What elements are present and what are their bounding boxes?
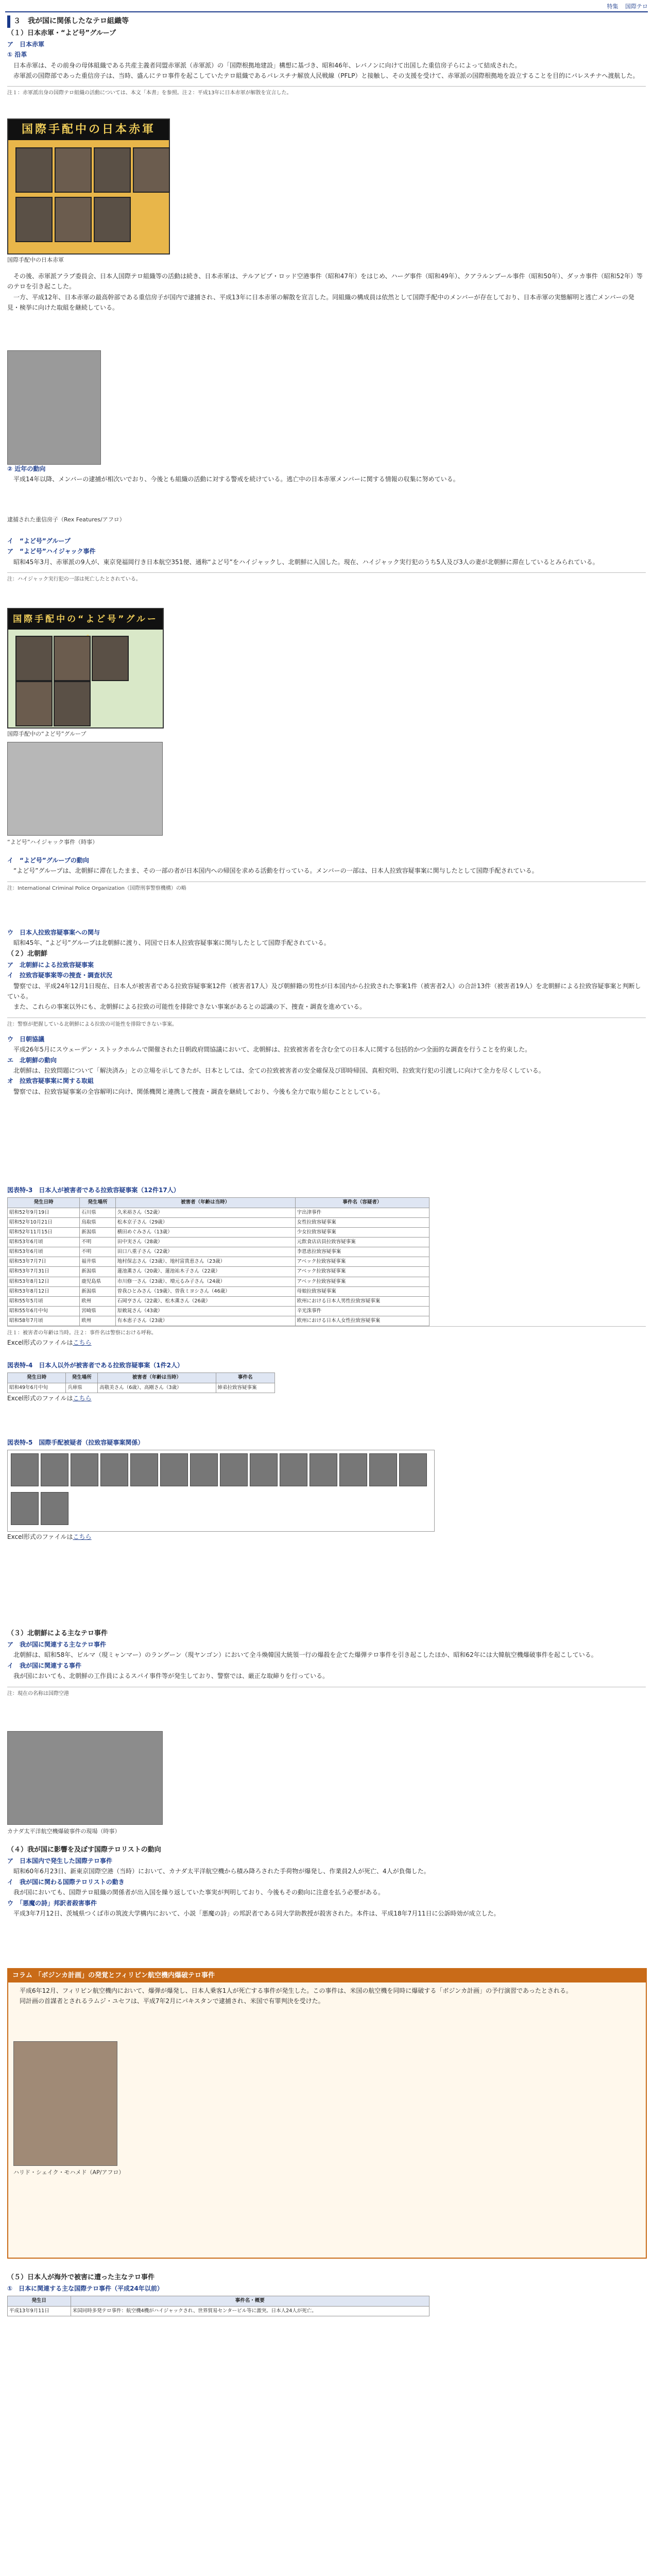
item-heading: エ 北朝鮮の動向 — [7, 1056, 57, 1064]
wanted-poster-red-army — [7, 118, 170, 255]
suspect-photo — [339, 1453, 367, 1486]
excel-download — [7, 1337, 646, 1348]
table-cell: 横田めぐみさん（13歳） — [115, 1227, 295, 1237]
figure-title: 図表特-4 日本人以外が被害者である拉致容疑事案（1件2人） — [7, 1362, 184, 1369]
suspect-photo — [310, 1453, 337, 1486]
table-row — [8, 1306, 429, 1316]
table-cell: 昭和53年7月31日 — [8, 1267, 80, 1277]
excel-label: Excel形式のファイルは — [7, 1339, 73, 1347]
table-cell: 福井県 — [80, 1257, 116, 1267]
table-cell: アベック拉致容疑事案 — [295, 1257, 429, 1267]
bombing-site-photo — [7, 1731, 163, 1825]
table-cell: 鳥取県 — [80, 1217, 116, 1227]
excel-link[interactable]: こちら — [73, 1394, 92, 1402]
section-japanese-victims — [7, 2272, 646, 2316]
table-header: 発生日時 — [8, 1198, 80, 1208]
paragraph: 警察では、拉致容疑事案の全容解明に向け、関係機関と連携して捜査・調査を継続しており、今後も全力で取り組むこととしている。 — [13, 1088, 384, 1095]
paragraph: その後、赤軍派アラブ委員会、日本人国際テロ組織等の活動は続き、日本赤軍は、テルアビブ・ロッド空港事件（昭和47年）をはじめ、ハーグ事件（昭和49年）、クアラルンプール事件（昭和50年）、ダッカ事件（昭和52年）等のテロを引き起こした。 — [7, 273, 643, 291]
table-row — [8, 1286, 429, 1296]
table-row — [8, 1267, 429, 1277]
column-title: コラム 「ボジンカ計画」の発覚とフィリピン航空機内爆破テロ事件 — [8, 1969, 646, 1982]
table-cell: 宮崎県 — [80, 1306, 116, 1316]
poster-title: 国際手配中の日本赤軍 — [8, 120, 169, 140]
figure-caption: ハリド・シェイク・モハメド（AP/アフロ） — [13, 2169, 125, 2176]
section-japanese-red-army — [7, 15, 646, 103]
wanted-photo — [15, 197, 53, 242]
table-cell: 田口八重子さん（22歳） — [115, 1247, 295, 1257]
table-cell: 元飲食店店員拉致容疑事案 — [295, 1237, 429, 1247]
section-abduction — [7, 927, 646, 1097]
table-cell: 新潟県 — [80, 1227, 116, 1237]
table-row — [8, 1217, 429, 1227]
table-header: 事件名 — [216, 1373, 274, 1383]
table-row — [8, 1277, 429, 1286]
subsection-heading: （４）我が国に影響を及ぼす国際テロリストの動向 — [7, 1846, 161, 1854]
paragraph: 警察では、平成24年12月1日現在、日本人が被害者である拉致容疑事案12件（被害者17人）及び朝鮮籍の男性が日本国内から拉致された事案1件（被害者2人）の合計13件（被害者19人）を北朝鮮による拉致容疑事案と判断している。 — [7, 982, 641, 1001]
suspect-photo — [130, 1453, 158, 1486]
table-cell: 欧州における日本人女性拉致容疑事案 — [295, 1316, 429, 1326]
figure-caption: 国際手配中の日本赤軍 — [7, 257, 64, 263]
footnote: 注：ハイジャック実行犯の一部は死亡したとされている。 — [7, 572, 646, 584]
suspect-photo — [13, 2041, 117, 2166]
table-cell: 女性拉致容疑事案 — [295, 1217, 429, 1227]
figure-3 — [7, 1185, 646, 1348]
wanted-photo — [94, 197, 131, 242]
item-heading: ア 日本赤軍 — [7, 40, 45, 48]
table-cell: 石岡亨さん（22歳）、松木薫さん（26歳） — [115, 1296, 295, 1306]
table-cell: 兵庫県 — [66, 1383, 98, 1393]
table-row — [8, 1237, 429, 1247]
footnote: 注１：赤軍派出身の国際テロ組織の活動については、本文「本書」を参照。注２：平成13年に日本赤軍が解散を宣言した。 — [7, 86, 646, 97]
table-cell: 有本恵子さん（23歳） — [115, 1316, 295, 1326]
figure-5 — [7, 1437, 646, 1543]
paragraph: 北朝鮮は、昭和58年、ビルマ（現ミャンマー）のラングーン（現ヤンゴン）において全斗煥韓国大統領一行の爆殺を企てた爆弾テロ事件を引き起こしたほか、昭和62年には大韓航空機爆破事件を起こしている。 — [13, 1651, 597, 1659]
figure-caption: 逮捕された重信房子（Rex Features/アフロ） — [7, 516, 125, 523]
suspect-photo — [11, 1453, 39, 1486]
subsection-heading: （３）北朝鮮による主なテロ事件 — [7, 1630, 108, 1637]
table-cell: 昭和55年6月中旬 — [8, 1306, 80, 1316]
item-subheading: イ 拉致容疑事案等の捜査・調査状況 — [7, 972, 113, 979]
suspect-photo — [71, 1453, 98, 1486]
top-nav — [602, 2, 648, 12]
suspect-photo — [11, 1492, 39, 1525]
table-cell: 欧州 — [80, 1296, 116, 1306]
table-header: 事件名（容疑者） — [295, 1198, 429, 1208]
section-recent-trends — [7, 464, 646, 485]
item-heading: ア 我が国に関連する主なテロ事件 — [7, 1641, 107, 1649]
suspect-photo — [41, 1453, 68, 1486]
table-cell: 曽我ひとみさん（19歳）、曽我ミヨシさん（46歳） — [115, 1286, 295, 1296]
excel-download — [7, 1393, 646, 1403]
table-cell: 松本京子さん（29歳） — [115, 1217, 295, 1227]
incident-table — [7, 2296, 429, 2316]
table-cell: 田中実さん（28歳） — [115, 1237, 295, 1247]
table-cell: 昭和53年8月12日 — [8, 1286, 80, 1296]
abduction-table — [7, 1197, 429, 1326]
wanted-photo — [15, 681, 53, 726]
table-cell: 昭和53年8月12日 — [8, 1277, 80, 1286]
item-heading: イ “よど号”グループの動向 — [7, 857, 89, 864]
table-cell: 市川修一さん（23歳）、増元るみ子さん（24歳） — [115, 1277, 295, 1286]
table-cell: 久米裕さん（52歳） — [115, 1208, 295, 1217]
table-header: 被害者（年齢は当時） — [115, 1198, 295, 1208]
wanted-photo — [94, 147, 131, 193]
table-cell: 辛光洙事件 — [295, 1306, 429, 1316]
figure-caption: “よど号”ハイジャック事件（時事） — [7, 839, 98, 845]
table-cell: 姉弟拉致容疑事案 — [216, 1383, 274, 1393]
abduction-table-foreign — [7, 1372, 275, 1393]
paragraph: 平成3年7月12日、茨城県つくば市の筑波大学構内において、小説「悪魔の詩」の邦訳者である同大学助教授が殺害された。本件は、平成18年7月11日に公訴時効が成立した。 — [13, 1910, 500, 1918]
section-yodogo-trends — [7, 855, 646, 898]
table-header: 発生日 — [8, 2296, 71, 2306]
paragraph: 同計画の首謀者とされるラムジ・ユセフは、平成7年2月にパキスタンで逮捕され、米国で有罪判決を受けた。 — [20, 1997, 324, 2005]
item-heading: オ 拉致容疑事案に関する取組 — [7, 1077, 94, 1085]
table-cell: 平成13年9月11日 — [8, 2306, 71, 2316]
figure-title: 図表特-5 国際手配被疑者（拉致容疑事案関係） — [7, 1439, 144, 1446]
table-cell: 母娘拉致容疑事案 — [295, 1286, 429, 1296]
table-row — [8, 2306, 429, 2316]
column-bojinka — [7, 1968, 647, 2259]
table-cell: 昭和58年7月頃 — [8, 1316, 80, 1326]
excel-link[interactable]: こちら — [73, 1533, 92, 1541]
table-row — [8, 1296, 429, 1306]
item-subheading: ア “よど号”ハイジャック事件 — [7, 548, 96, 555]
item-heading: ア 北朝鮮による拉致容疑事案 — [7, 961, 94, 969]
table-cell: 石川県 — [80, 1208, 116, 1217]
figure-title: 図表特-3 日本人が被害者である拉致容疑事案（12件17人） — [7, 1187, 180, 1194]
suspect-photo — [190, 1453, 218, 1486]
table-cell: 昭和53年6月頃 — [8, 1247, 80, 1257]
wanted-photo — [54, 681, 91, 726]
figure-caption: カナダ太平洋航空機爆破事件の現場（時事） — [7, 1828, 121, 1835]
subsection-heading: （２）北朝鮮 — [7, 950, 48, 958]
table-cell: 昭和49年6月中旬 — [8, 1383, 66, 1393]
table-cell: 昭和52年9月19日 — [8, 1208, 80, 1217]
subsection-heading: （１）日本赤軍・“よど号”グループ — [7, 29, 116, 37]
table-header: 事件名・概要 — [71, 2296, 429, 2306]
excel-download — [7, 1532, 646, 1542]
wanted-photo — [55, 197, 92, 242]
wanted-poster-yodogo — [7, 608, 164, 728]
arrest-photo — [7, 350, 101, 465]
table-cell: 蓮池薫さん（20歳）、蓮池祐木子さん（22歳） — [115, 1267, 295, 1277]
wanted-photo — [54, 636, 91, 681]
item-subheading: ① 沿革 — [7, 51, 27, 59]
table-header: 発生日時 — [8, 1373, 66, 1383]
paragraph: 平成6年12月、フィリピン航空機内において、爆弾が爆発し、日本人乗客1人が死亡する事件が発生した。この事件は、米国の航空機を同時に爆破する「ボジンカ計画」の予行演習であったとされる。 — [20, 1987, 572, 1995]
suspect-photo — [280, 1453, 307, 1486]
table-row — [8, 1383, 275, 1393]
item-heading: イ 我が国に関連する事件 — [7, 1662, 82, 1669]
wanted-suspect-grid — [7, 1450, 435, 1532]
paragraph: 平成14年以降、メンバーの逮捕が相次いでおり、今後とも組織の活動に対する警戒を続けている。逃亡中の日本赤軍メンバーに関する情報の収集に努めている。 — [13, 476, 459, 483]
table-cell: アベック拉致容疑事案 — [295, 1267, 429, 1277]
paragraph: また、これらの事案以外にも、北朝鮮による拉致の可能性を排除できない事案があるとの認識の下、捜査・調査を進めている。 — [13, 1003, 366, 1011]
paragraph: “よど号”グループは、北朝鮮に滞在したまま、その一部の者が日本国内への帰国を求める活動を行っている。メンバーの一部は、日本人拉致容疑事案に関与したとして国際手配されている。 — [13, 867, 538, 875]
table-cell: 欧州 — [80, 1316, 116, 1326]
table-row — [8, 1208, 429, 1217]
table-row — [8, 1227, 429, 1237]
paragraph: 我が国においても、国際テロ組織の関係者が出入国を繰り返していた事実が判明しており、今後もその動向に注意を払う必要がある。 — [13, 1889, 385, 1896]
table-cell: 昭和53年6月頃 — [8, 1237, 80, 1247]
paragraph: 我が国においても、北朝鮮の工作員によるスパイ事件等が発生しており、警察では、厳正な取締りを行っている。 — [13, 1672, 329, 1680]
table-cell: 新潟県 — [80, 1286, 116, 1296]
item-heading: イ “よど号”グループ — [7, 537, 71, 545]
item-subheading: ② 近年の動向 — [7, 465, 46, 472]
footnote: 注１：被害者の年齢は当時。注２：事件名は警察における呼称。 — [7, 1326, 646, 1337]
table-header: 発生場所 — [66, 1373, 98, 1383]
suspect-photo — [399, 1453, 427, 1486]
paragraph: 赤軍派の国際部であった重信房子は、当時、盛んにテロ事件を起こしていたテロ組織であるパレスチナ解放人民戦線（PFLP）と接触し、その支援を受けて、赤軍派の国際根拠地を設立することを目的にパレスチナへ渡航した。 — [13, 72, 639, 80]
table-cell: 高敬美さん（6歳）、高剛さん（3歳） — [98, 1383, 216, 1393]
top-divider — [5, 11, 648, 12]
wanted-photo — [15, 636, 53, 681]
table-row — [8, 1247, 429, 1257]
footnote: 注：現在の名称は国際空港 — [7, 1687, 646, 1698]
table-cell: 原敕晁さん（43歳） — [115, 1306, 295, 1316]
poster-title: 国際手配中の“よど号”グルー — [8, 609, 163, 630]
table-cell: 米国同時多発テロ事件：航空機4機がハイジャックされ、世界貿易センタービル等に激突。日本人24人が死亡。 — [71, 2306, 429, 2316]
paragraph: 平成26年5月にスウェーデン・ストックホルムで開催された日朝政府間協議において、北朝鮮は、拉致被害者を含む全ての日本人に関する包括的かつ全面的な調査を行うことを約束した。 — [13, 1046, 531, 1054]
table-cell: 鹿児島県 — [80, 1277, 116, 1286]
excel-label: Excel形式のファイルは — [7, 1394, 73, 1402]
section-yodogo-group — [7, 536, 646, 589]
footnote: 注：International Criminal Police Organization（国際刑事警察機構）の略 — [7, 882, 646, 893]
table-row — [8, 1257, 429, 1267]
wanted-photo — [55, 147, 92, 193]
item-heading: イ 我が国に関わる国際テロリストの動き — [7, 1878, 125, 1886]
section-dprk-terror — [7, 1628, 646, 1703]
footnote: 注：警察が把握している北朝鮮による拉致の可能性を排除できない事案。 — [7, 1018, 646, 1029]
paragraph: 日本赤軍は、その前身の母体組織である共産主義者同盟赤軍派（赤軍派）の「国際根拠地建設」構想に基づき、昭和46年、レバノンに向けて出国した重信房子らによって結成された。 — [13, 61, 521, 69]
table-cell: 地村保志さん（23歳）、地村富貴恵さん（23歳） — [115, 1257, 295, 1267]
section-international-terrorists — [7, 1844, 646, 1919]
paragraph: 北朝鮮は、拉致問題について「解決済み」との立場を示してきたが、日本としては、全ての拉致被害者の安全確保及び即時帰国、真相究明、拉致実行犯の引渡しに向けて全力を尽くしている。 — [13, 1067, 545, 1074]
table-cell: 新潟県 — [80, 1267, 116, 1277]
item-heading: ① 日本に関連する主な国際テロ事件（平成24年以前） — [7, 2285, 163, 2293]
item-heading: ア 日本国内で発生した国際テロ事件 — [7, 1857, 113, 1865]
suspect-photo — [220, 1453, 248, 1486]
wanted-photo — [15, 147, 53, 193]
table-cell: 昭和55年5月頃 — [8, 1296, 80, 1306]
suspect-photo — [250, 1453, 278, 1486]
item-heading: ウ 日朝協議 — [7, 1035, 45, 1043]
table-cell: 欧州における日本人男性拉致容疑事案 — [295, 1296, 429, 1306]
figure-4 — [7, 1360, 646, 1403]
table-cell: 李恩恵拉致容疑事案 — [295, 1247, 429, 1257]
suspect-photo — [160, 1453, 188, 1486]
paragraph: 一方、平成12年、日本赤軍の最高幹部である重信房子が国内で逮捕され、平成13年に日本赤軍の解散を宣言した。同組織の構成員は依然として国際手配中のメンバーが存在しており、日本赤軍の実態解明と逃亡メンバーの発見・検挙に向けた取組を継続している。 — [7, 293, 634, 312]
table-cell: 不明 — [80, 1237, 116, 1247]
table-cell: 昭和53年7月7日 — [8, 1257, 80, 1267]
table-cell: 少女拉致容疑事案 — [295, 1227, 429, 1237]
section-red-army-history — [7, 271, 646, 313]
hijack-photo — [7, 742, 163, 836]
paragraph: 昭和60年6月23日、新東京国際空港（当時）において、カナダ太平洋航空機から積み降ろされた手荷物が爆発し、作業員2人が死亡、4人が負傷した。 — [13, 1868, 430, 1875]
paragraph: 昭和45年3月、赤軍派の9人が、東京発福岡行き日本航空351便、通称“よど号”をハイジャックし、北朝鮮に入国した。現在、ハイジャック実行犯のうち5人及び3人の妻が北朝鮮に滞在しているとみられている。 — [13, 558, 599, 566]
table-cell: アベック拉致容疑事案 — [295, 1277, 429, 1286]
table-header: 発生場所 — [80, 1198, 116, 1208]
table-cell: 昭和52年11月15日 — [8, 1227, 80, 1237]
suspect-photo — [369, 1453, 397, 1486]
table-cell: 宇出津事件 — [295, 1208, 429, 1217]
wanted-photo — [133, 147, 170, 193]
paragraph: 昭和45年、“よど号”グループは北朝鮮に渡り、同国で日本人拉致容疑事案に関与したとして国際手配されている。 — [13, 939, 330, 947]
wanted-photo — [92, 636, 129, 681]
excel-link[interactable]: こちら — [73, 1339, 92, 1347]
subsection-heading: （５）日本人が海外で被害に遭った主なテロ事件 — [7, 2274, 155, 2281]
suspect-photo — [100, 1453, 128, 1486]
suspect-photo — [41, 1492, 68, 1525]
table-header: 被害者（年齢は当時） — [98, 1373, 216, 1383]
section-heading: ３ 我が国に関係したなテロ組織等 — [7, 15, 646, 28]
table-cell: 昭和52年10月21日 — [8, 1217, 80, 1227]
nav-link-tokushu[interactable]: 特集 — [607, 3, 618, 10]
item-heading: ウ 日本人拉致容疑事案への関与 — [7, 929, 100, 936]
table-cell: 不明 — [80, 1247, 116, 1257]
nav-link-kokusai-terror[interactable]: 国際テロ — [625, 3, 648, 10]
item-heading: ウ 「悪魔の詩」邦訳者殺害事件 — [7, 1899, 97, 1907]
excel-label: Excel形式のファイルは — [7, 1533, 73, 1541]
table-row — [8, 1316, 429, 1326]
figure-caption: 国際手配中の“よど号”グループ — [7, 731, 87, 737]
